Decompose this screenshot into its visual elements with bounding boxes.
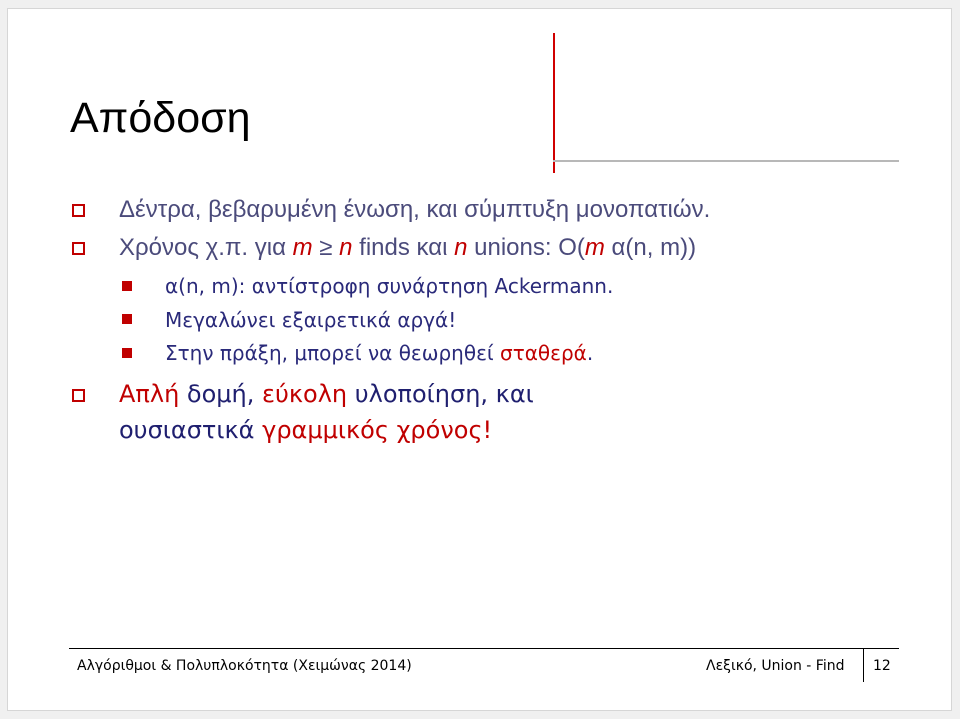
ge-symbol: ≥ <box>312 234 340 261</box>
var-n: n <box>454 234 468 261</box>
highlight-constant: σταθερά <box>500 341 587 365</box>
bullet-2-part: finds και <box>352 234 455 261</box>
hollow-square-bullet-icon <box>72 204 85 217</box>
bullet-1-text: Δέντρα, βεβαρυμένη ένωση, και σύμπτυξη μονοπατιών. <box>119 196 711 223</box>
filled-square-bullet-icon <box>122 348 132 358</box>
footer-divider <box>69 648 899 649</box>
footer-course-title: Αλγόριθμοι & Πολυπλοκότητα (Χειμώνας 2014) <box>77 658 412 674</box>
bullet-3-part: δομή, <box>179 380 263 408</box>
hollow-square-bullet-icon <box>72 242 85 255</box>
highlight-easy: εύκολη <box>262 380 348 408</box>
title-accent-line <box>553 33 555 173</box>
highlight-simple: Απλή <box>119 380 180 408</box>
title-underline <box>553 160 899 162</box>
page-number: 12 <box>873 658 891 674</box>
bullet-3-part: ουσιαστικά <box>119 416 263 444</box>
bullet-3-line-2 <box>119 418 492 442</box>
filled-square-bullet-icon <box>122 281 132 291</box>
var-m: m <box>584 234 605 261</box>
sub-bullet-2: Μεγαλώνει εξαιρετικά αργά! <box>165 308 457 332</box>
bullet-2-text <box>119 236 696 260</box>
var-n: n <box>339 234 353 261</box>
bullet-2-part: unions: O( <box>467 234 585 261</box>
var-m: m <box>292 234 313 261</box>
bullet-3-part: υλοποίηση, και <box>347 380 534 408</box>
footer-topic: Λεξικό, Union - Find <box>706 658 845 674</box>
slide-title: Απόδοση <box>70 94 251 142</box>
hollow-square-bullet-icon <box>72 389 85 402</box>
bullet-2-part: Χρόνος χ.π. για <box>119 234 293 261</box>
sub-bullet-1-text: α(n, m): αντίστροφη συνάρτηση Ackermann. <box>165 274 614 298</box>
filled-square-bullet-icon <box>122 314 132 324</box>
bullet-2-part: α(n, m)) <box>604 234 697 261</box>
sub-bullet-1 <box>165 276 613 296</box>
bullet-3-line-1 <box>119 382 534 406</box>
sub-bullet-3-end: . <box>586 341 594 365</box>
sub-bullet-3-text: Στην πράξη, μπορεί να θεωρηθεί <box>165 341 501 365</box>
highlight-linear-time: γραμμικός χρόνος! <box>262 416 493 444</box>
sub-bullet-3 <box>165 343 593 363</box>
footer-page-divider <box>863 648 864 682</box>
